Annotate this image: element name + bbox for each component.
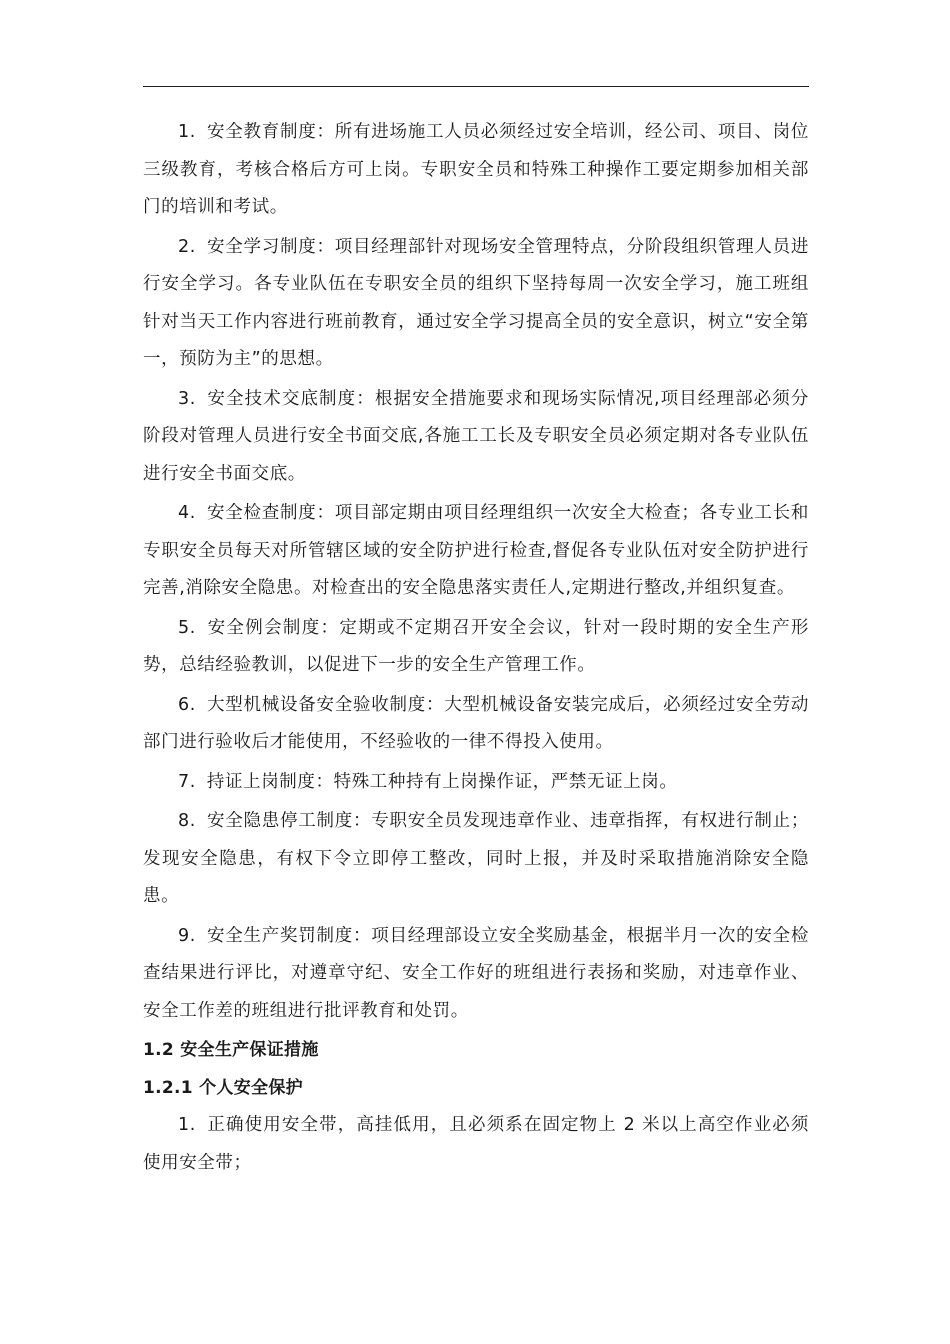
item-number: 1. [178,1115,196,1135]
list-item [143,803,809,916]
item-number: 5. [178,617,196,638]
list-item [143,918,809,1031]
list-item [143,687,809,762]
item-number: 9. [178,925,196,946]
item-text: 安全教育制度：所有进场施工人员必须经过安全培训，经公司、项目、岗位三级教育，考核合格后方可上岗。专职安全员和特殊工种操作工要定期参加相关部门的培训和考试。 [143,122,809,217]
item-number: 4. [178,503,196,523]
item-text: 持证上岗制度：特殊工种持有上岗操作证，严禁无证上岗。 [206,771,678,792]
item-text: 安全检查制度：项目部定期由项目经理组织一次安全大检查；各专业工长和专职安全员每天对所管辖区域的安全防护进行检查,督促各专业队伍对安全防护进行完善,消除安全隐患。对检查出的安全隐患落实责任人,定期进行整改,并组织复查。 [143,503,809,598]
section-heading: 1.2 安全生产保证措施 [143,1040,319,1060]
item-number: 8. [178,811,196,831]
item-text: 安全学习制度：项目经理部针对现场安全管理特点，分阶段组织管理人员进行安全学习。各专业队伍在专职安全员的组织下坚持每周一次安全学习，施工班组针对当天工作内容进行班前教育，通过安全学习提高全员的安全意识，树立“安全第一，预防为主”的思想。 [143,236,809,369]
list-item [143,495,809,608]
item-text: 安全生产奖罚制度：项目经理部设立安全奖励基金，根据半月一次的安全检查结果进行评比，对遵章守纪、安全工作好的班组进行表扬和奖励，对违章作业、安全工作差的班组进行批评教育和处罚。 [143,925,809,1021]
list-item [143,1107,809,1182]
item-text: 安全技术交底制度：根据安全措施要求和现场实际情况,项目经理部必须分阶段对管理人员进行安全书面交底,各施工工长及专职安全员必须定期对各专业队伍进行安全书面交底。 [143,388,809,484]
item-text: 大型机械设备安全验收制度：大型机械设备安装完成后，必须经过安全劳动部门进行验收后才能使用，不经验收的一律不得投入使用。 [143,694,809,752]
list-item [143,114,809,227]
item-text: 正确使用安全带，高挂低用，且必须系在固定物上 2 米以上高空作业必须使用安全带； [143,1115,809,1173]
item-number: 6. [178,694,196,715]
list-item [143,229,809,379]
list-item [143,764,809,802]
list-item [143,381,809,494]
item-number: 2. [178,236,196,257]
item-number: 3. [178,388,196,409]
item-text: 安全隐患停工制度：专职安全员发现违章作业、违章指挥，有权进行制止；发现安全隐患，有权下令立即停工整改，同时上报，并及时采取措施消除安全隐患。 [143,811,809,906]
item-number: 1. [178,122,196,142]
subsection-heading: 1.2.1 个人安全保护 [143,1077,303,1098]
header-rule [143,86,809,87]
item-text: 安全例会制度：定期或不定期召开安全会议，针对一段时期的安全生产形势，总结经验教训，以促进下一步的安全生产管理工作。 [143,617,809,675]
document-body [143,114,809,1184]
item-number: 7. [178,771,196,792]
list-item [143,610,809,685]
